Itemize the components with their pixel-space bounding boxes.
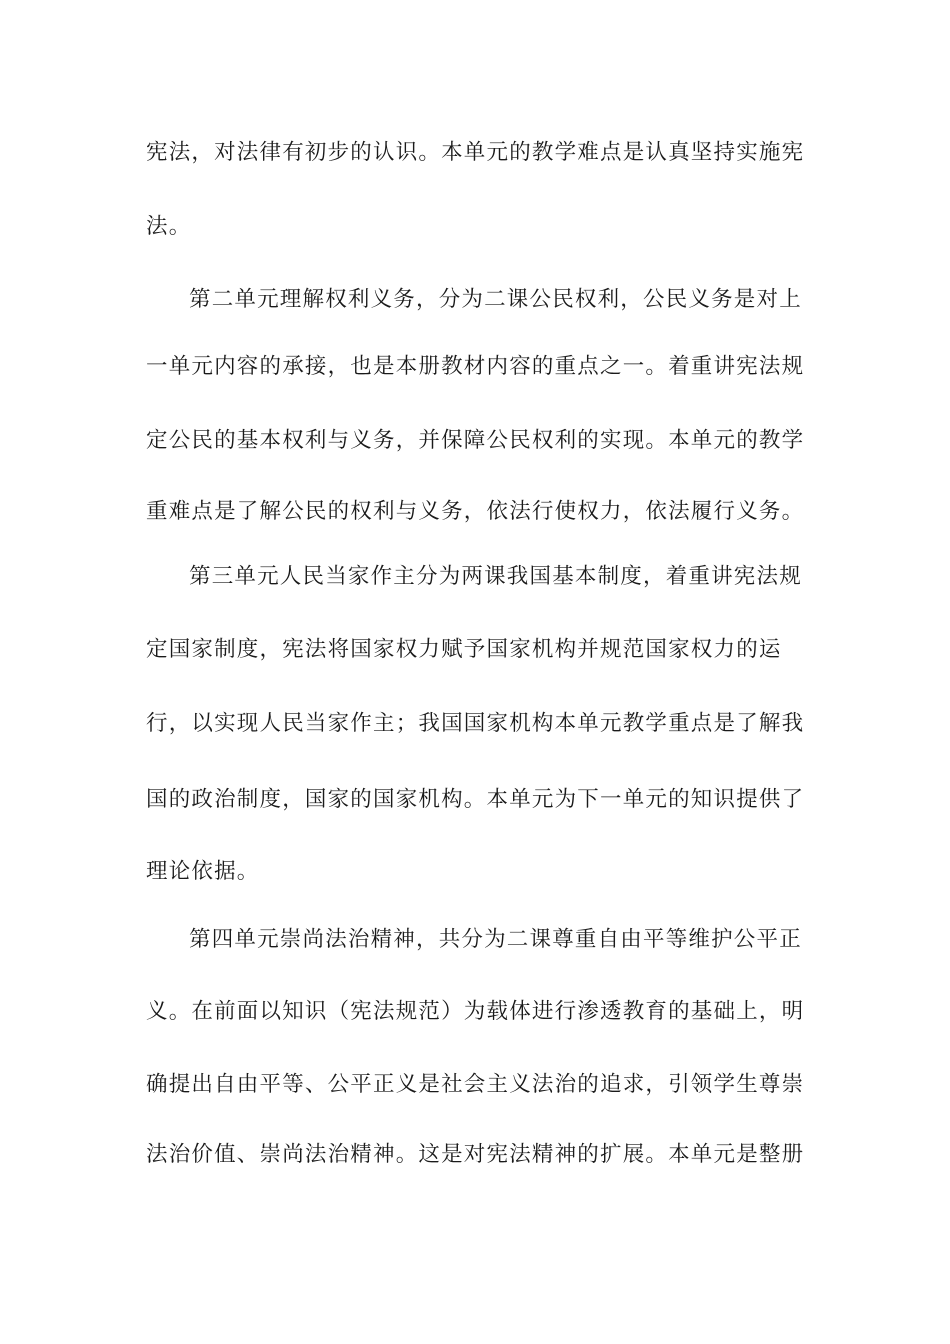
text-line: 法。	[146, 214, 192, 239]
text-line: 定国家制度，宪法将国家权力赋予国家机构并规范国家权力的运	[146, 637, 782, 662]
paragraph-first-line: 第四单元崇尚法治精神，共分为二课尊重自由平等维护公平正	[189, 927, 802, 952]
text-line: 理论依据。	[146, 859, 260, 884]
text-line: 国的政治制度，国家的国家机构。本单元为下一单元的知识提供了	[146, 787, 805, 812]
paragraph-first-line: 第二单元理解权利义务，分为二课公民权利，公民义务是对上	[189, 287, 802, 312]
text-line: 重难点是了解公民的权利与义务，依法行使权力，依法履行义务。	[146, 499, 805, 524]
text-line: 宪法，对法律有初步的认识。本单元的教学难点是认真坚持实施宪	[146, 140, 805, 165]
text-line: 法治价值、崇尚法治精神。这是对宪法精神的扩展。本单元是整册	[146, 1142, 805, 1167]
text-line: 定公民的基本权利与义务，并保障公民权利的实现。本单元的教学	[146, 428, 805, 453]
text-line: 义。在前面以知识（宪法规范）为载体进行渗透教育的基础上，明	[146, 999, 805, 1024]
paragraph-first-line: 第三单元人民当家作主分为两课我国基本制度，着重讲宪法规	[189, 564, 802, 589]
text-line: 行，以实现人民当家作主；我国国家机构本单元教学重点是了解我	[146, 711, 805, 736]
text-line: 确提出自由平等、公平正义是社会主义法治的追求，引领学生尊崇	[146, 1072, 805, 1097]
text-line: 一单元内容的承接，也是本册教材内容的重点之一。着重讲宪法规	[146, 354, 805, 379]
